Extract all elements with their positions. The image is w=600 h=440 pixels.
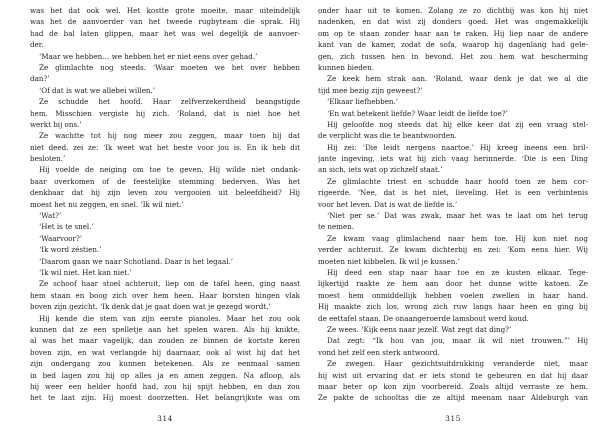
text-line: te nemen. [318, 222, 355, 232]
text-line: boven zijn, en wat verlangde hij daarnaar, ook al wist hij dat het [30, 347, 300, 357]
text-line: Ze kwam vaag glimlachend naar hem toe. Hij kon niet nog [327, 233, 588, 243]
text-line: Ze wachtte tot hij nog meer zou zeggen, maar toen hij dat [39, 131, 300, 141]
text-line: had de bal laten glippen, maar het was wel degelijk de aanvoer- [30, 28, 300, 38]
text-line: kant van de kamer, zodat de sofa, waarop hij dagenlang had gele- [318, 40, 588, 50]
text-line: maar beter op kon zijn voorbereid. Zoals altijd verraste ze hem. [318, 381, 588, 391]
text-line: Hij voelde de neiging om toe te geven. Hij wilde niet ondank- [39, 165, 300, 175]
text-line: Ze zwegen. Haar gezichtsuitdrukking veranderde niet, maar [327, 359, 588, 369]
right-page [318, 0, 588, 440]
text-line: Ze glimlachte nog steeds. ‘Waar moeten we het over hebben [39, 62, 300, 72]
text-line: ‘Ik wil niet. Het kan niet.’ [39, 267, 132, 277]
text-line: besloten.’ [30, 154, 66, 164]
text-line: denkbaar dat hij zijn leven zou vergooien uit beleefdheid? Hij [30, 188, 300, 198]
text-line: ‘Daarom gaan we naar Schotland. Daar is het legaal.’ [39, 256, 234, 266]
text-line: baar overkomen of de feestelijke stemming bederven. Was het [30, 176, 300, 186]
text-line: zijn ondergang zou kunnen betekenen. Als ze eenmaal samen [30, 359, 300, 369]
text-line: moest hem onmiddellijk hebben voelen zwellen in haar hand. [318, 290, 588, 300]
text-line: hij wist uit ervaring dat er iets stond te gebeuren en dat hij daar [318, 370, 588, 380]
text-line: verder achteruit. Ze kwam dichterbij en zei: ‘Kom eens hier. Wij [318, 245, 588, 255]
text-line: werkt bij ons.’ [30, 119, 82, 129]
text-line: an sich, iets wat op zichzelf staat.’ [318, 165, 443, 175]
text-line: Ze wees. ‘Kijk eens naar jezelf. Wat zegt dat ding?’ [327, 324, 512, 334]
text-line: ‘Elkaar liefhebben.’ [327, 97, 399, 107]
text-line: rigeerde. ‘Nee, dat is het niet, lieveling. Het is een verbintenis [318, 188, 588, 198]
text-line: ‘Niet per se.’ Dat was zwak, maar het was te laat om het terug [327, 211, 588, 221]
text-line: boven zijn gezicht. ‘Ik denk dat je gaat doen wat je gezegd wordt.’ [30, 302, 271, 312]
text-line: Ze pakte de schooltas die ze altijd meenam naar Aldeburgh van [318, 393, 588, 403]
text-line: Ze glimlachte triest en schudde haar hoofd toen ze hem cor- [327, 176, 588, 186]
text-line: der. [30, 40, 44, 50]
text-line: Ze schudde het hoofd. Haar zelfverzekerdheid beangstigde [39, 97, 300, 107]
text-line: ‘Wat?’ [39, 211, 62, 221]
text-line: hij weer een helder hoofd had, zou hij spijt hebben, en dan zou [30, 381, 300, 391]
text-line: Hij kende die stem van zijn eerste pianoles. Maar het zou ook [39, 313, 300, 323]
text-line: lijkertijd raakte ze hem aan door het dunne witte katoen. Ze [318, 279, 588, 289]
text-line: Hij zei: ‘Die leidt nergens naartoe.’ Hij kreeg ineens een bril- [327, 142, 588, 152]
text-line: ‘Het is te snel.’ [39, 222, 94, 232]
text-line: de verplicht was die te beantwoorden. [318, 131, 457, 141]
text-line: hem staan en boog zich over hem heen. Haar borsten hingen vlak [30, 290, 300, 300]
text-line: was het de aanvoerder van het tweede rugbyteam die sprak. Hij [30, 17, 300, 27]
right-page-number: 315 [445, 414, 461, 423]
text-line: om op te staan zonder haar aan te raken. Hij liep naar de andere [318, 28, 588, 38]
text-line: was het dat ook wel. Het kostte grote moeite, maar uiteindelijk [30, 6, 300, 15]
text-line: Ze schoof haar stoel achteruit, liep om de tafel heen, ging naast [39, 279, 300, 289]
text-line: ‘Maar we hebben… we hebben het er niet eens over gehad.’ [39, 51, 258, 61]
text-line: de eettafel staan. De onaangeroerde lamsbout werd koud. [318, 313, 529, 323]
text-line: Hij maakte zich los, wrong zich ruw langs haar heen en ging bij [318, 302, 588, 312]
text-line: kunnen dat ze een spelletje aan het spelen waren. Als hij knikte, [30, 324, 300, 334]
text-line: gen, zich tussen hen in bevond. Het zou hem wat bescherming [318, 51, 588, 61]
text-line: al was het maar vagelijk, dan zouden ze binnen de kortste keren [30, 336, 300, 346]
text-line: Hij deed een stap naar haar toe en ze kusten elkaar. Tege- [327, 267, 588, 277]
text-line: in bed lagen zou hij op alles ja en amen zeggen. Na afloop, als [30, 370, 300, 380]
text-line: Ze keek hem strak aan. ‘Roland, waar denk je dat we al die [327, 74, 588, 84]
right-page-text [318, 5, 588, 404]
text-line: niet deed, zei ze: ‘Ik weet wat het beste voor jou is. En ik heb dit [30, 142, 300, 152]
text-line: ‘Waarvoor?’ [39, 233, 83, 243]
text-line: onder haar uit te komen. Zolang ze zo dichtbij was kon hij niet [318, 6, 588, 15]
text-line: ‘En wat betekent liefde? Waar leidt de liefde toe?’ [327, 108, 508, 118]
text-line: Hij geloofde nog steeds dat hij elke keer dat zij een vraag stel- [327, 119, 588, 129]
text-line: Dat zegt: “Ik hou van jou, maar ik wil niet trouwen.”’ Hij [327, 336, 588, 346]
text-line: ‘Ik word zéstien.’ [39, 245, 102, 255]
text-line: nadenken, en dat wist zij donders goed. Het was ongemakkelijk [318, 17, 588, 27]
left-page [30, 0, 300, 440]
text-line: voor het leven. Dat is wat de liefde is.’ [318, 199, 458, 209]
text-line: dan?’ [30, 74, 50, 84]
text-line: vond het zelf een sterk antwoord. [318, 347, 440, 357]
text-line: jante ingeving, iets wat hij zich vaag herinnerde. ‘Die is een Ding [318, 154, 588, 164]
text-line: moest het nu zeggen, en snel. ‘Ik wil niet.’ [30, 199, 184, 209]
left-page-text [30, 5, 300, 404]
text-line: het te laat zijn. Hij moest doorzetten. Het belangrijkste was om [30, 393, 300, 403]
text-line: hem. Misschien vergiste hij zich. ‘Roland, dat is niet hoe het [30, 108, 300, 118]
left-page-number: 314 [157, 414, 173, 423]
text-line: tijd mee bezig zijn geweest?’ [318, 85, 423, 95]
text-line: ‘Of dat is wat we allebei willen.’ [39, 85, 156, 95]
text-line: moeten niet kibbelen. Ik wil je kussen.’ [318, 256, 460, 266]
text-line: kunnen bieden. [318, 62, 374, 72]
